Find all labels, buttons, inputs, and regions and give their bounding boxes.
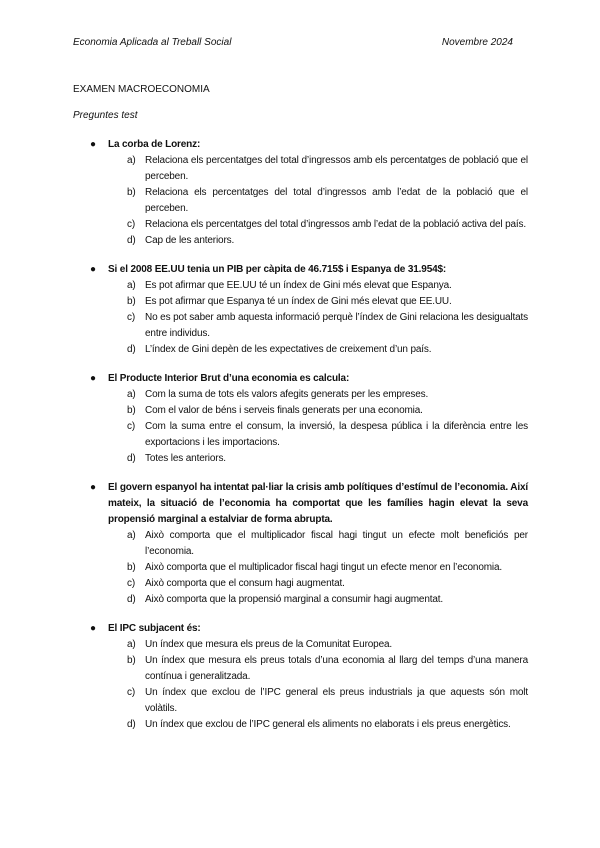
page-header — [73, 37, 513, 48]
option-text: No es pot saber amb aquesta informació perquè l’índex de Gini relaciona les desigualtats entre individus. — [145, 312, 528, 339]
option-letter: c) — [127, 312, 136, 323]
option-text: Com la suma entre el consum, la inversió, la despesa pública i la diferència entre les exportacions i les importacions. — [145, 421, 528, 448]
option-letter: b) — [127, 405, 136, 416]
question-item — [90, 371, 528, 467]
answer-option — [127, 233, 528, 249]
option-letter: c) — [127, 578, 136, 589]
question-text: El govern espanyol ha intentat pal·liar la crisis amb polítiques d’estímul de l’economia. Així mateix, la situació de l’economia ha comportat que les famílies hagin elevat la seva propensió marginal a estalviar de forma abrupta. — [108, 482, 528, 525]
answer-option — [127, 592, 528, 608]
option-text: Relaciona els percentatges del total d’ingressos amb l’edat de la població activa del país. — [145, 219, 527, 230]
option-text: Es pot afirmar que Espanya té un índex de Gini més elevat que EE.UU. — [145, 296, 452, 307]
answer-option — [127, 528, 528, 560]
option-letter: d) — [127, 719, 136, 730]
question-text: Si el 2008 EE.UU tenia un PIB per càpita de 46.715$ i Espanya de 31.954$: — [108, 264, 447, 275]
option-text: Com el valor de béns i serveis finals generats per una economia. — [145, 405, 423, 416]
answer-option — [127, 342, 528, 358]
question-list — [90, 137, 528, 746]
answer-option — [127, 451, 528, 467]
option-text: Totes les anteriors. — [145, 453, 226, 464]
question-item — [90, 262, 528, 358]
answer-option — [127, 560, 528, 576]
option-list — [108, 528, 528, 608]
option-letter: c) — [127, 219, 136, 230]
option-letter: d) — [127, 235, 136, 246]
question-item — [90, 480, 528, 608]
option-letter: a) — [127, 639, 136, 650]
answer-option — [127, 419, 528, 451]
option-text: Relaciona els percentatges del total d’ingressos amb els percentatges de població que el perceben. — [145, 155, 528, 182]
answer-option — [127, 576, 528, 592]
option-list — [108, 153, 528, 249]
option-letter: d) — [127, 594, 136, 605]
question-item — [90, 137, 528, 249]
header-date: Novembre 2024 — [441, 37, 513, 48]
answer-option — [127, 217, 528, 233]
option-text: Un índex que mesura els preus totals d’una economia al llarg del temps d’una manera contínua i generalitzada. — [145, 655, 528, 682]
option-text: Això comporta que el multiplicador fiscal hagi tingut un efecte menor en l’economia. — [145, 562, 503, 573]
option-letter: b) — [127, 187, 136, 198]
bullet-icon: ● — [90, 482, 97, 493]
bullet-icon: ● — [90, 264, 97, 275]
bullet-icon: ● — [90, 623, 97, 634]
question-item — [90, 621, 528, 733]
option-text: Relaciona els percentatges del total d’ingressos amb l’edat de la població que el perceben. — [145, 187, 528, 214]
option-text: Es pot afirmar que EE.UU té un índex de Gini més elevat que Espanya. — [145, 280, 452, 291]
option-text: Això comporta que el multiplicador fiscal hagi tingut un efecte molt beneficiós per l’economia. — [145, 530, 528, 557]
answer-option — [127, 717, 528, 733]
question-text: La corba de Lorenz: — [108, 139, 201, 150]
option-letter: c) — [127, 421, 136, 432]
option-letter: b) — [127, 562, 136, 573]
option-list — [108, 637, 528, 733]
option-letter: a) — [127, 155, 136, 166]
option-text: Això comporta que la propensió marginal a consumir hagi augmentat. — [145, 594, 444, 605]
option-letter: d) — [127, 453, 136, 464]
answer-option — [127, 387, 528, 403]
option-letter: c) — [127, 687, 136, 698]
option-letter: a) — [127, 530, 136, 541]
option-text: Com la suma de tots els valors afegits generats per les empreses. — [145, 389, 429, 400]
answer-option — [127, 278, 528, 294]
option-letter: b) — [127, 655, 136, 666]
option-letter: d) — [127, 344, 136, 355]
option-letter: a) — [127, 389, 136, 400]
answer-option — [127, 685, 528, 717]
option-letter: b) — [127, 296, 136, 307]
answer-option — [127, 403, 528, 419]
option-text: Això comporta que el consum hagi augmentat. — [145, 578, 345, 589]
option-text: Un índex que mesura els preus de la Comunitat Europea. — [145, 639, 393, 650]
answer-option — [127, 637, 528, 653]
answer-option — [127, 185, 528, 217]
option-list — [108, 278, 528, 358]
answer-option — [127, 310, 528, 342]
option-text: Un índex que exclou de l’IPC general els aliments no elaborats i els preus energètics. — [145, 719, 511, 730]
option-letter: a) — [127, 280, 136, 291]
question-text: El IPC subjacent és: — [108, 623, 201, 634]
course-name: Economia Aplicada al Treball Social — [73, 37, 232, 48]
answer-option — [127, 294, 528, 310]
answer-option — [127, 153, 528, 185]
question-text: El Producte Interior Brut d’una economia es calcula: — [108, 373, 350, 384]
option-list — [108, 387, 528, 467]
option-text: L’índex de Gini depèn de les expectatives de creixement d’un país. — [145, 344, 432, 355]
section-subtitle: Preguntes test — [73, 110, 138, 121]
answer-option — [127, 653, 528, 685]
bullet-icon: ● — [90, 139, 97, 150]
option-text: Cap de les anteriors. — [145, 235, 235, 246]
exam-title: EXAMEN MACROECONOMIA — [73, 84, 210, 95]
bullet-icon: ● — [90, 373, 97, 384]
option-text: Un índex que exclou de l’IPC general els preus industrials ja que aquests són molt volàtils. — [145, 687, 528, 714]
